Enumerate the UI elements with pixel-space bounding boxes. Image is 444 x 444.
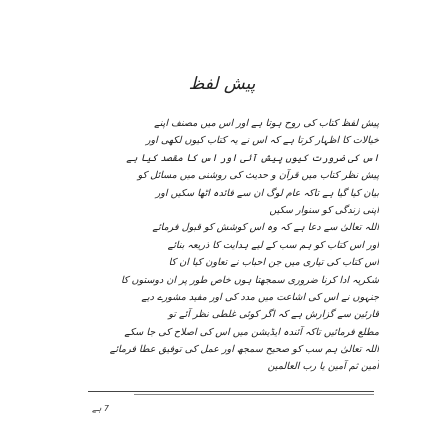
text-line: اپنی زندگی کو سنوار سکیں <box>269 204 379 216</box>
footer-divider <box>88 391 374 392</box>
text-line: آمین ثم آمین یا رب العالمین <box>267 361 379 373</box>
text-line: بیان کیا گیا ہے تاکہ عام لوگ ان سے فائدہ اٹھا سکیں اور <box>155 187 379 199</box>
text-line: جنہوں نے اس کی اشاعت میں مدد کی اور مفید مشورے دیے <box>141 291 379 303</box>
text-line: قارئین سے گزارش ہے کہ اگر کوئی غلطی نظر آئے تو <box>168 309 379 321</box>
text-line: اور اس کتاب کو ہم سب کے لیے ہدایت کا ذریعہ بنائے <box>167 239 379 251</box>
page-number: 7 ہے <box>92 404 110 413</box>
page-title: پیش لفظ <box>188 74 256 94</box>
text-line: شکریہ ادا کرنا ضروری سمجھتا ہوں خاص طور پر ان دوستوں کا <box>120 274 379 286</box>
text-line: اس کی ضرورت کیوں پیش آئی اور اس کا مقصد کیا ہے <box>126 152 379 164</box>
text-line: پیش لفظ کتاب کی روح ہوتا ہے اور اس میں مصنف اپنے <box>154 118 379 129</box>
body-text <box>93 115 379 376</box>
text-line: اس کتاب کی تیاری میں جن احباب نے تعاون کیا ان کا <box>168 257 379 269</box>
text-line: اللہ تعالیٰ ہم سب کو صحیح سمجھ اور عمل کی توفیق عطا فرمائے <box>109 344 379 356</box>
footer-divider-secondary <box>134 394 374 395</box>
text-line: مطلع فرمائیں تاکہ آئندہ ایڈیشن میں اس کی اصلاح کی جا سکے <box>124 326 379 338</box>
text-line: خیالات کا اظہار کرتا ہے کہ اس نے یہ کتاب کیوں لکھی اور <box>145 135 379 147</box>
text-line: پیش نظر کتاب میں قرآن و حدیث کی روشنی میں مسائل کو <box>137 170 379 182</box>
text-line: اللہ تعالیٰ سے دعا ہے کہ وہ اس کوشش کو قبول فرمائے <box>152 222 379 234</box>
